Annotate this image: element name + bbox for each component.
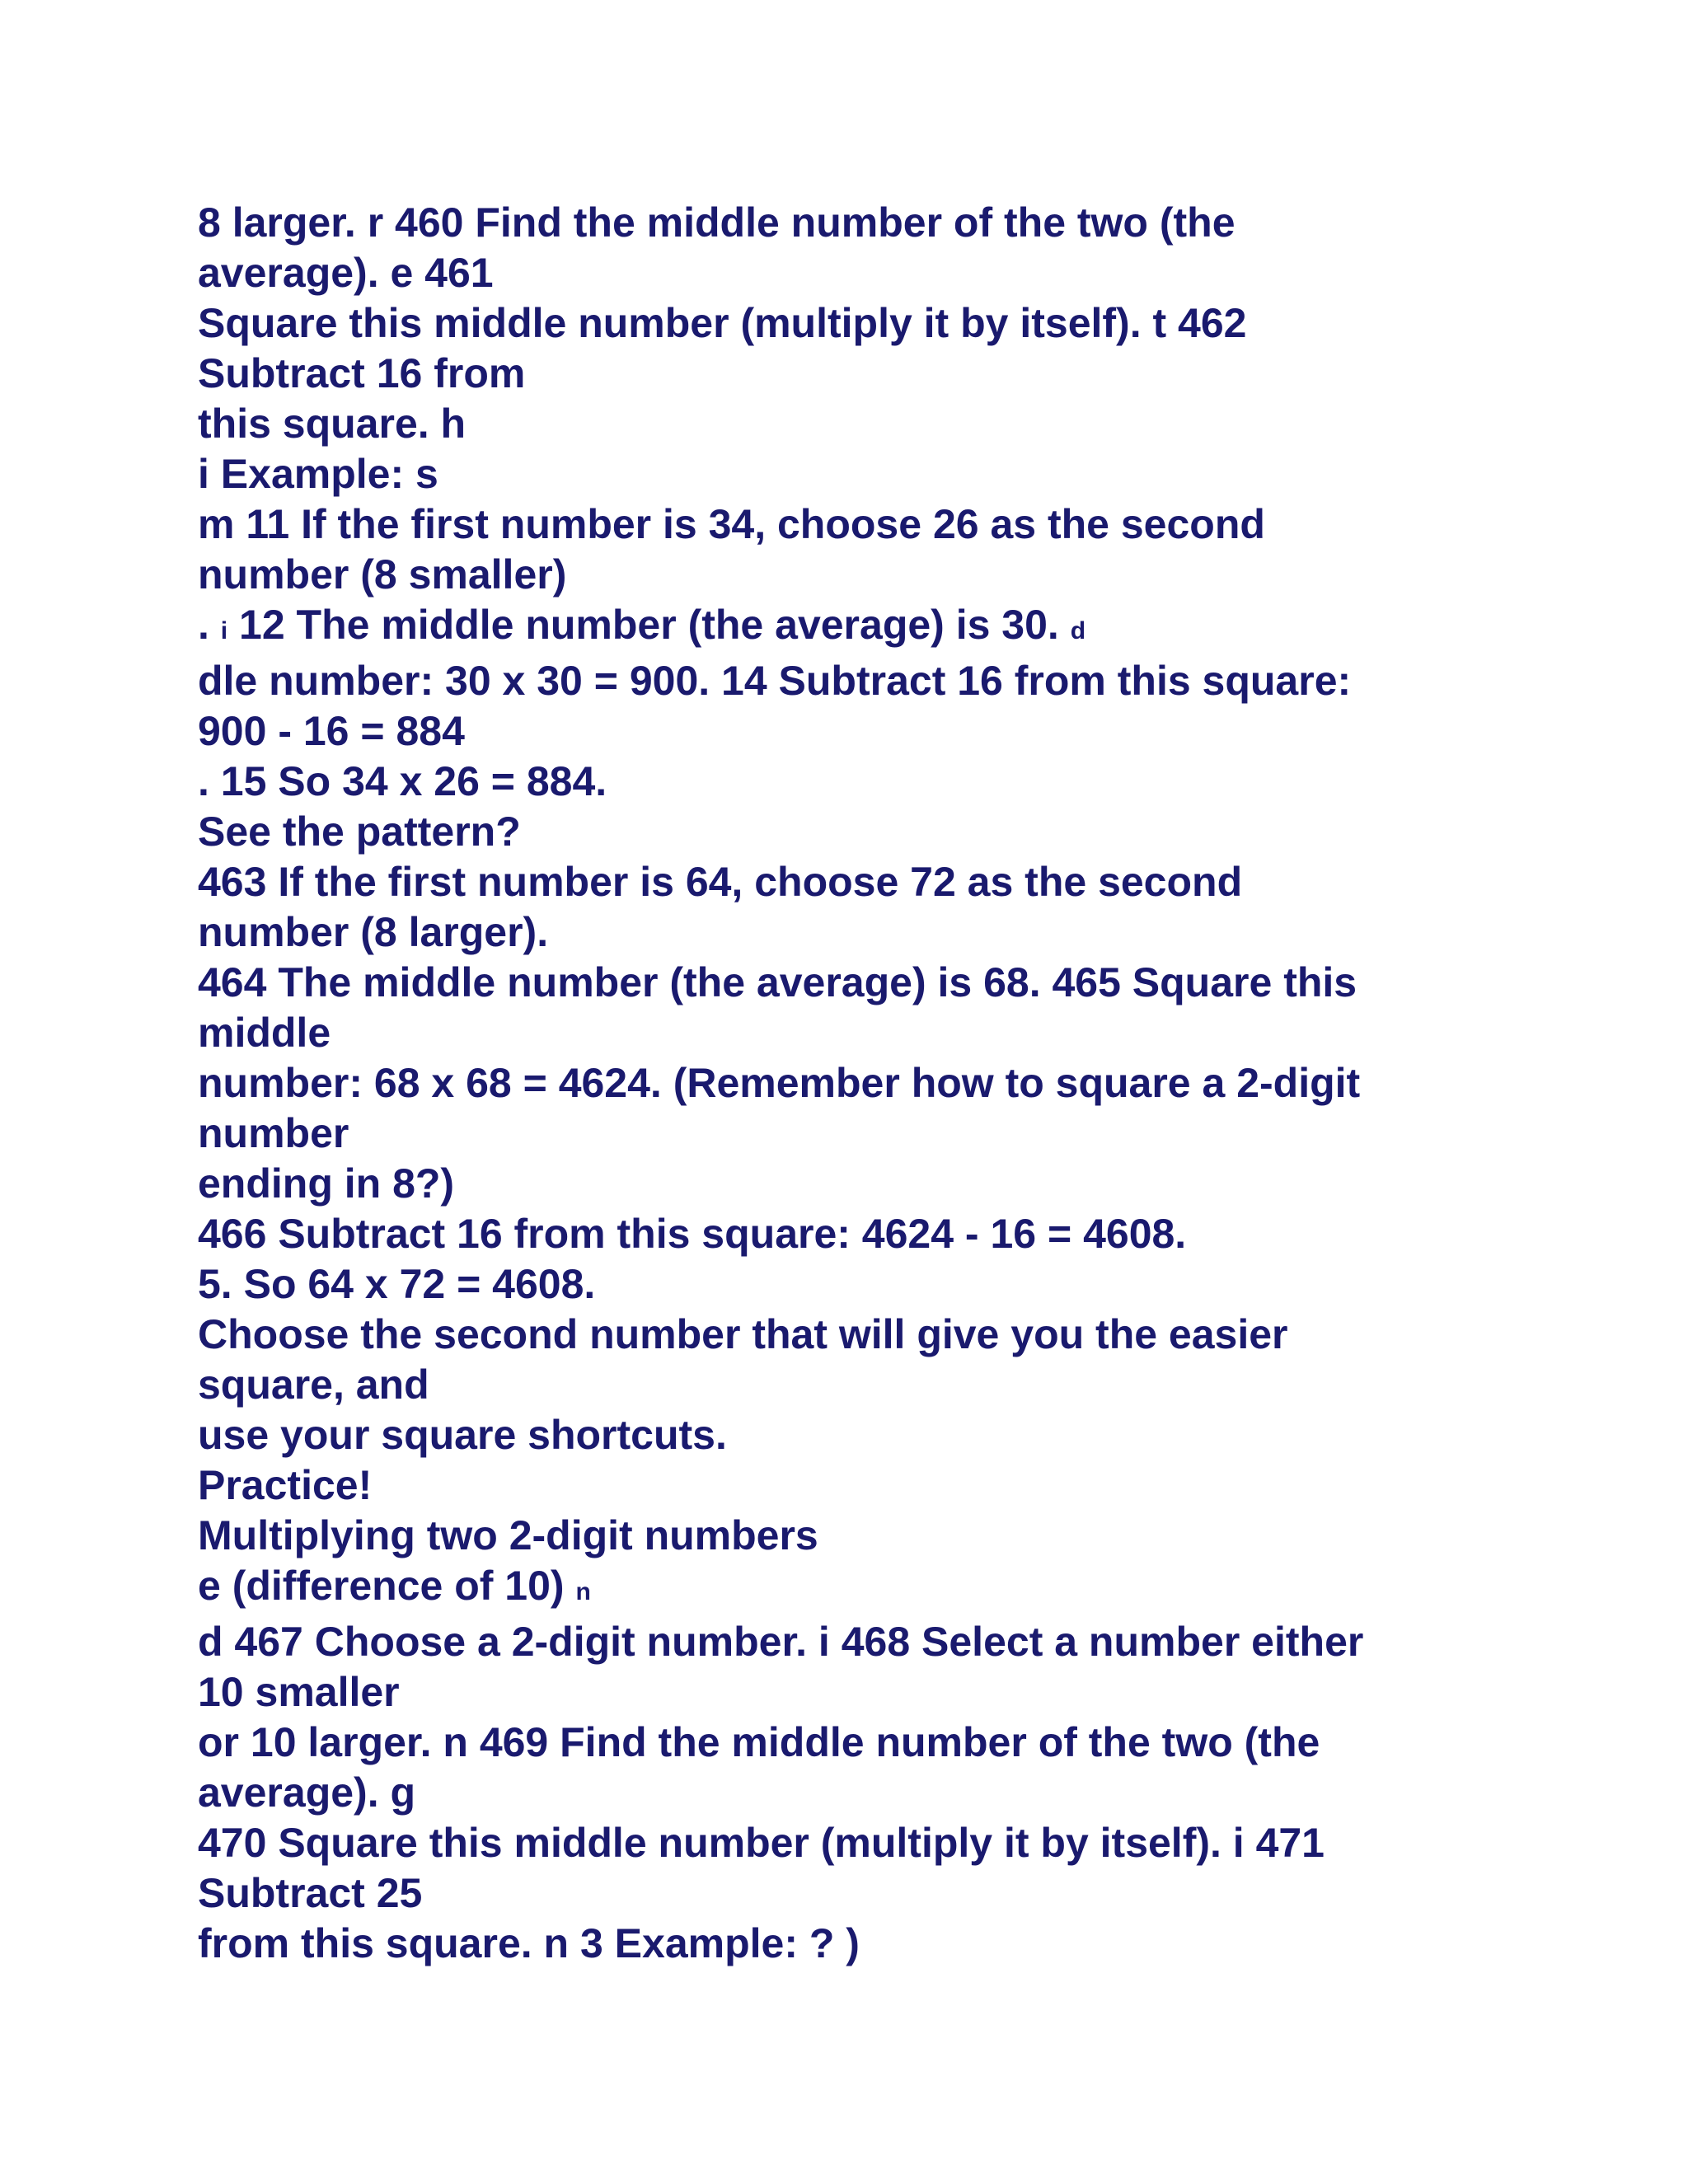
text-line — [198, 349, 1484, 399]
text-line — [198, 1667, 1484, 1718]
text-line — [198, 907, 1484, 958]
text-fragment: 5. So 64 x 72 = 4608. — [198, 1261, 596, 1307]
text-fragment: number: 68 x 68 = 4624. (Remember how to square a 2-digit — [198, 1060, 1361, 1106]
text-fragment: 10 smaller — [198, 1669, 400, 1715]
text-line — [198, 1209, 1484, 1259]
text-fragment: from this square. n 3 Example: ? ) — [198, 1920, 860, 1966]
text-fragment: Square this middle number (multiply it by itself). t 462 — [198, 300, 1247, 346]
text-line — [198, 1868, 1484, 1919]
text-line — [198, 399, 1484, 449]
text-fragment: use your square shortcuts. — [198, 1412, 727, 1458]
text-fragment: this square. h — [198, 401, 467, 447]
text-fragment: average). g — [198, 1769, 416, 1816]
text-fragment: number — [198, 1110, 349, 1156]
text-fragment: Multiplying two 2-digit numbers — [198, 1512, 818, 1558]
text-line — [198, 1561, 1484, 1617]
text-fragment: number (8 smaller) — [198, 551, 567, 598]
small-text-fragment: i — [220, 617, 228, 644]
text-line — [198, 198, 1484, 248]
text-line — [198, 600, 1484, 656]
text-fragment: ending in 8?) — [198, 1160, 455, 1207]
text-line — [198, 449, 1484, 499]
text-line — [198, 1259, 1484, 1310]
text-fragment: 463 If the first number is 64, choose 72 as the second — [198, 859, 1243, 905]
text-line — [198, 1008, 1484, 1058]
text-line — [198, 656, 1484, 706]
text-line — [198, 1511, 1484, 1561]
text-fragment: average). e 461 — [198, 250, 494, 296]
text-fragment: or 10 larger. n 469 Find the middle number of the two (the — [198, 1719, 1320, 1765]
text-line — [198, 1617, 1484, 1667]
text-fragment: number (8 larger). — [198, 909, 549, 955]
text-line — [198, 1410, 1484, 1460]
text-line — [198, 550, 1484, 600]
text-fragment: 464 The middle number (the average) is 68. 465 Square this — [198, 959, 1357, 1005]
text-line — [198, 499, 1484, 550]
text-fragment: 12 The middle number (the average) is 30. — [227, 602, 1071, 648]
text-fragment: Subtract 16 from — [198, 350, 526, 396]
text-line — [198, 1108, 1484, 1159]
document-page — [198, 198, 1484, 1969]
text-line — [198, 298, 1484, 349]
text-line — [198, 1058, 1484, 1108]
text-fragment: square, and — [198, 1361, 429, 1408]
text-fragment: 470 Square this middle number (multiply it by itself). i 471 — [198, 1820, 1325, 1866]
text-fragment: Practice! — [198, 1462, 373, 1508]
text-fragment: i Example: s — [198, 451, 438, 497]
small-text-fragment: n — [575, 1578, 591, 1605]
text-fragment: See the pattern? — [198, 808, 521, 855]
text-line — [198, 958, 1484, 1008]
text-fragment: 8 larger. r 460 Find the middle number of the two (the — [198, 199, 1236, 246]
text-line — [198, 1718, 1484, 1768]
text-line — [198, 1919, 1484, 1969]
text-fragment: dle number: 30 x 30 = 900. 14 Subtract 16 from this square: — [198, 658, 1352, 704]
text-line — [198, 757, 1484, 807]
text-line — [198, 248, 1484, 298]
text-fragment: 466 Subtract 16 from this square: 4624 - 16 = 4608. — [198, 1211, 1187, 1257]
text-line — [198, 1360, 1484, 1410]
text-line — [198, 1310, 1484, 1360]
text-fragment: Choose the second number that will give you the easier — [198, 1311, 1288, 1357]
text-line — [198, 1768, 1484, 1818]
text-fragment: . 15 So 34 x 26 = 884. — [198, 758, 607, 804]
text-fragment: middle — [198, 1010, 331, 1056]
text-line — [198, 1159, 1484, 1209]
text-fragment: . — [198, 602, 221, 648]
text-fragment: m 11 If the first number is 34, choose 26 as the second — [198, 501, 1265, 547]
text-line — [198, 857, 1484, 907]
text-line — [198, 807, 1484, 857]
small-text-fragment: d — [1070, 617, 1086, 644]
text-fragment: e (difference of 10) — [198, 1563, 576, 1609]
text-line — [198, 1818, 1484, 1868]
text-fragment: d 467 Choose a 2-digit number. i 468 Select a number either — [198, 1619, 1364, 1665]
text-line — [198, 1460, 1484, 1511]
text-fragment: Subtract 25 — [198, 1870, 423, 1916]
text-line — [198, 706, 1484, 757]
text-fragment: 900 - 16 = 884 — [198, 708, 465, 754]
